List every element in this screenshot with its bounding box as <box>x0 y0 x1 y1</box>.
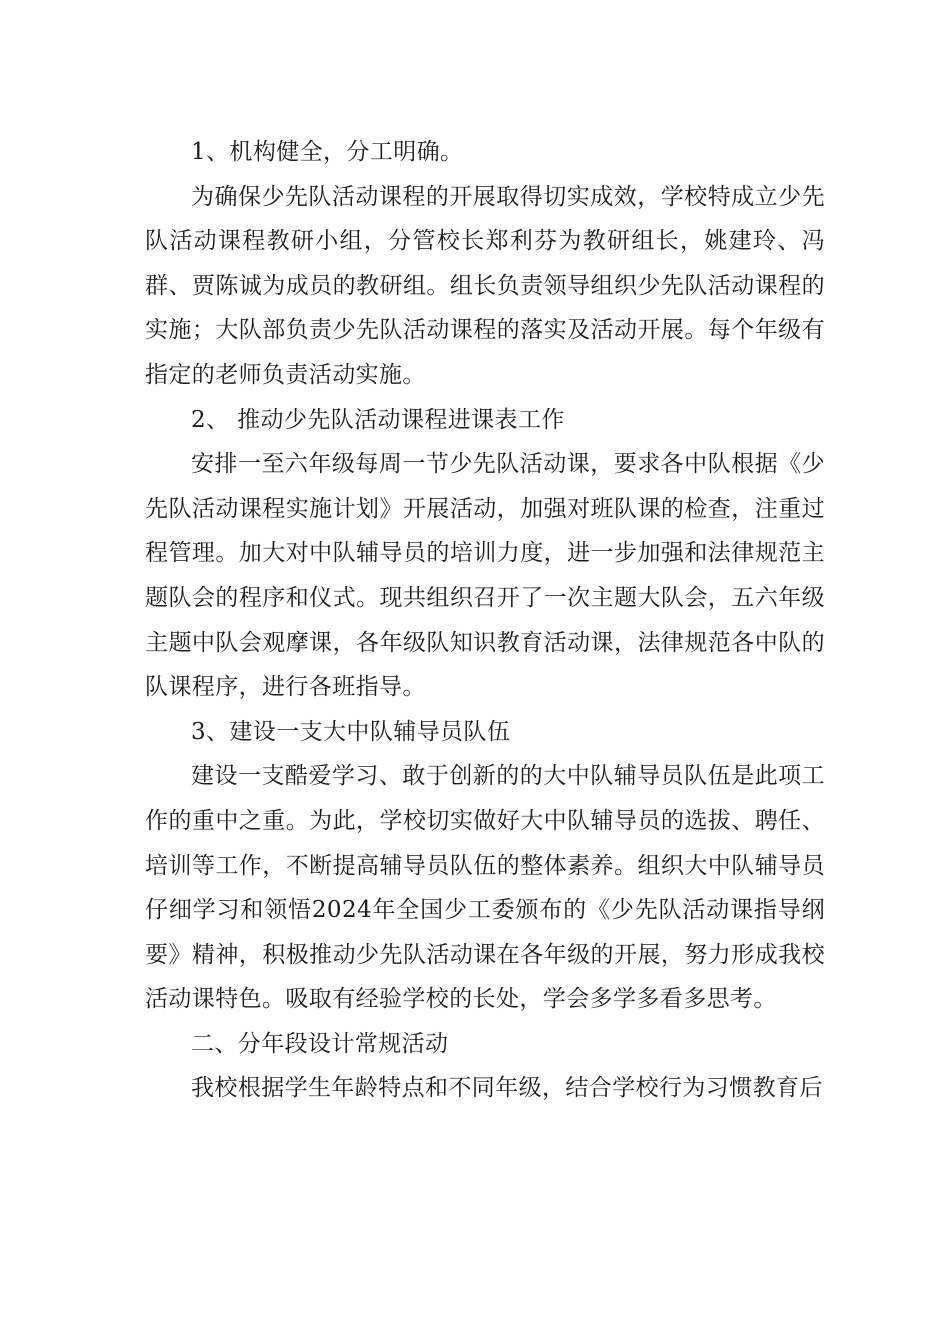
paragraph-curriculum: 安排一至六年级每周一节少先队活动课，要求各中队根据《少先队活动课程实施计划》开展活动，加强对班队课的检查，注重过程管理。加大对中队辅导员的培训力度，进一步加强和法律规范主题队会的程序和仪式。现共组织召开了一次主题大队会，五六年级主题中队会观摩课，各年级队知识教育活动课，法律规范各中队的队课程序，进行各班指导。 <box>145 451 825 701</box>
section-heading-activities: 二、分年段设计常规活动 <box>191 1030 449 1057</box>
paragraph-counselors: 建设一支酷爱学习、敢于创新的的大中队辅导员队伍是此项工作的重中之重。为此，学校切实做好大中队辅导员的选拔、聘任、培训等工作，不断提高辅导员队伍的整体素养。组织大中队辅导员仔细学习和领悟2024年全国少工委颁布的《少先队活动课指导纲要》精神，积极推动少先队活动课在各年级的开展，努力形成我校活动课特色。吸取有经验学校的长处，学会多学多看多思考。 <box>145 763 825 1013</box>
paragraph-activities: 我校根据学生年龄特点和不同年级，结合学校行为习惯教育后 <box>191 1075 823 1102</box>
document-body <box>145 130 825 1111</box>
paragraph-organization: 为确保少先队活动课程的开展取得切实成效，学校特成立少先队活动课程教研小组，分管校长郑利芬为教研组长，姚建玲、冯群、贾陈诚为成员的教研组。组长负责领导组织少先队活动课程的实施；大队部负责少先队活动课程的落实及活动开展。每个年级有指定的老师负责活动实施。 <box>145 183 825 388</box>
section-heading-organization: 1、机构健全，分工明确。 <box>191 139 464 165</box>
section-heading-curriculum: 2、 推动少先队活动课程进课表工作 <box>191 406 565 433</box>
section-heading-counselors: 3、建设一支大中队辅导员队伍 <box>191 718 511 745</box>
